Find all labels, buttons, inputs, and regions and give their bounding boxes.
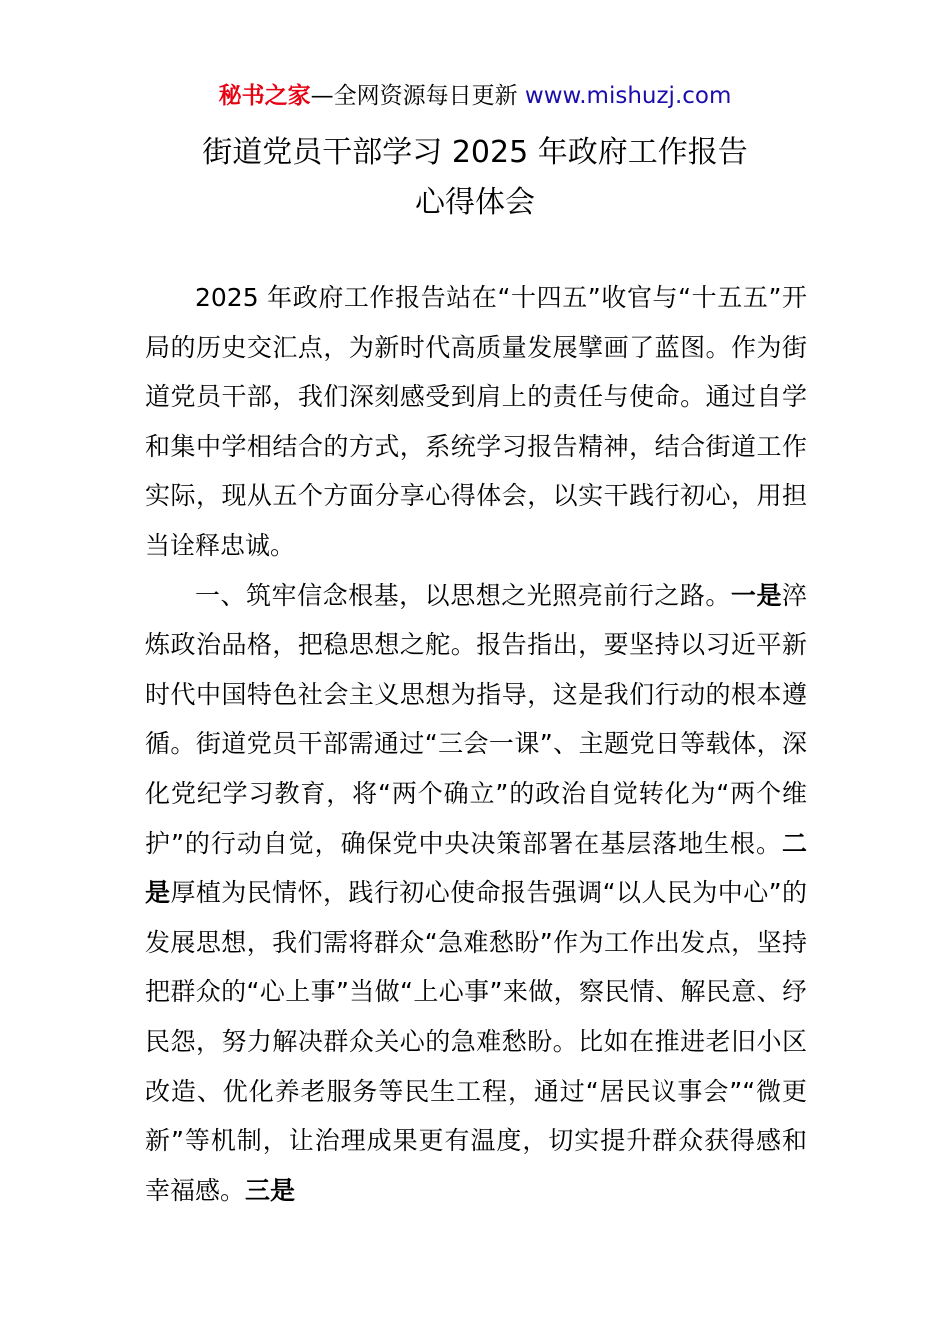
point-2-text: 厚植为民情怀，践行初心使命报告强调“以人民为中心”的发展思想，我们需将群众“急难愁盼”作为工作出发点，坚持把群众的“心上事”当做“上心事”来做，察民情、解民意、纾民怨，努力解决群众关心的急难愁盼。比如在推进老旧小区改造、优化养老服务等民生工程，通过“居民议事会”“微更新”等机制，让治理成果更有温度，切实提升群众获得感和幸福感。	[145, 878, 807, 1205]
title-line-2: 心得体会	[415, 185, 535, 220]
site-brand: 秘书之家	[218, 83, 311, 109]
site-header	[0, 78, 950, 114]
intro-paragraph: 2025 年政府工作报告站在“十四五”收官与“十五五”开局的历史交汇点，为新时代高质量发展擘画了蓝图。作为街道党员干部，我们深刻感受到肩上的责任与使命。通过自学和集中学相结合的方式，系统学习报告精神，结合街道工作实际，现从五个方面分享心得体会，以实干践行初心，用担当诠释忠诚。	[145, 283, 807, 560]
document-body	[145, 273, 807, 1215]
title-line-1: 街道党员干部学习 2025 年政府工作报告	[202, 135, 748, 170]
point-2-label: 二是	[145, 828, 807, 908]
section-1-heading: 一、筑牢信念根基，以思想之光照亮前行之路。	[195, 580, 731, 610]
section-1-paragraph	[145, 571, 807, 1216]
point-1-text: 淬炼政治品格，把稳思想之舵。报告指出，要坚持以习近平新时代中国特色社会主义思想为指导，这是我们行动的根本遵循。街道党员干部需通过“三会一课”、主题党日等载体，深化党纪学习教育，将“两个确立”的政治自觉转化为“两个维护”的行动自觉，确保党中央决策部署在基层落地生根。	[145, 580, 807, 858]
point-3-label: 三是	[245, 1175, 296, 1205]
site-url-link[interactable]: www.mishuzj.com	[524, 83, 732, 109]
site-tagline: —全网资源每日更新	[310, 83, 525, 109]
document-title	[0, 128, 950, 228]
point-1-label: 一是	[730, 580, 782, 610]
